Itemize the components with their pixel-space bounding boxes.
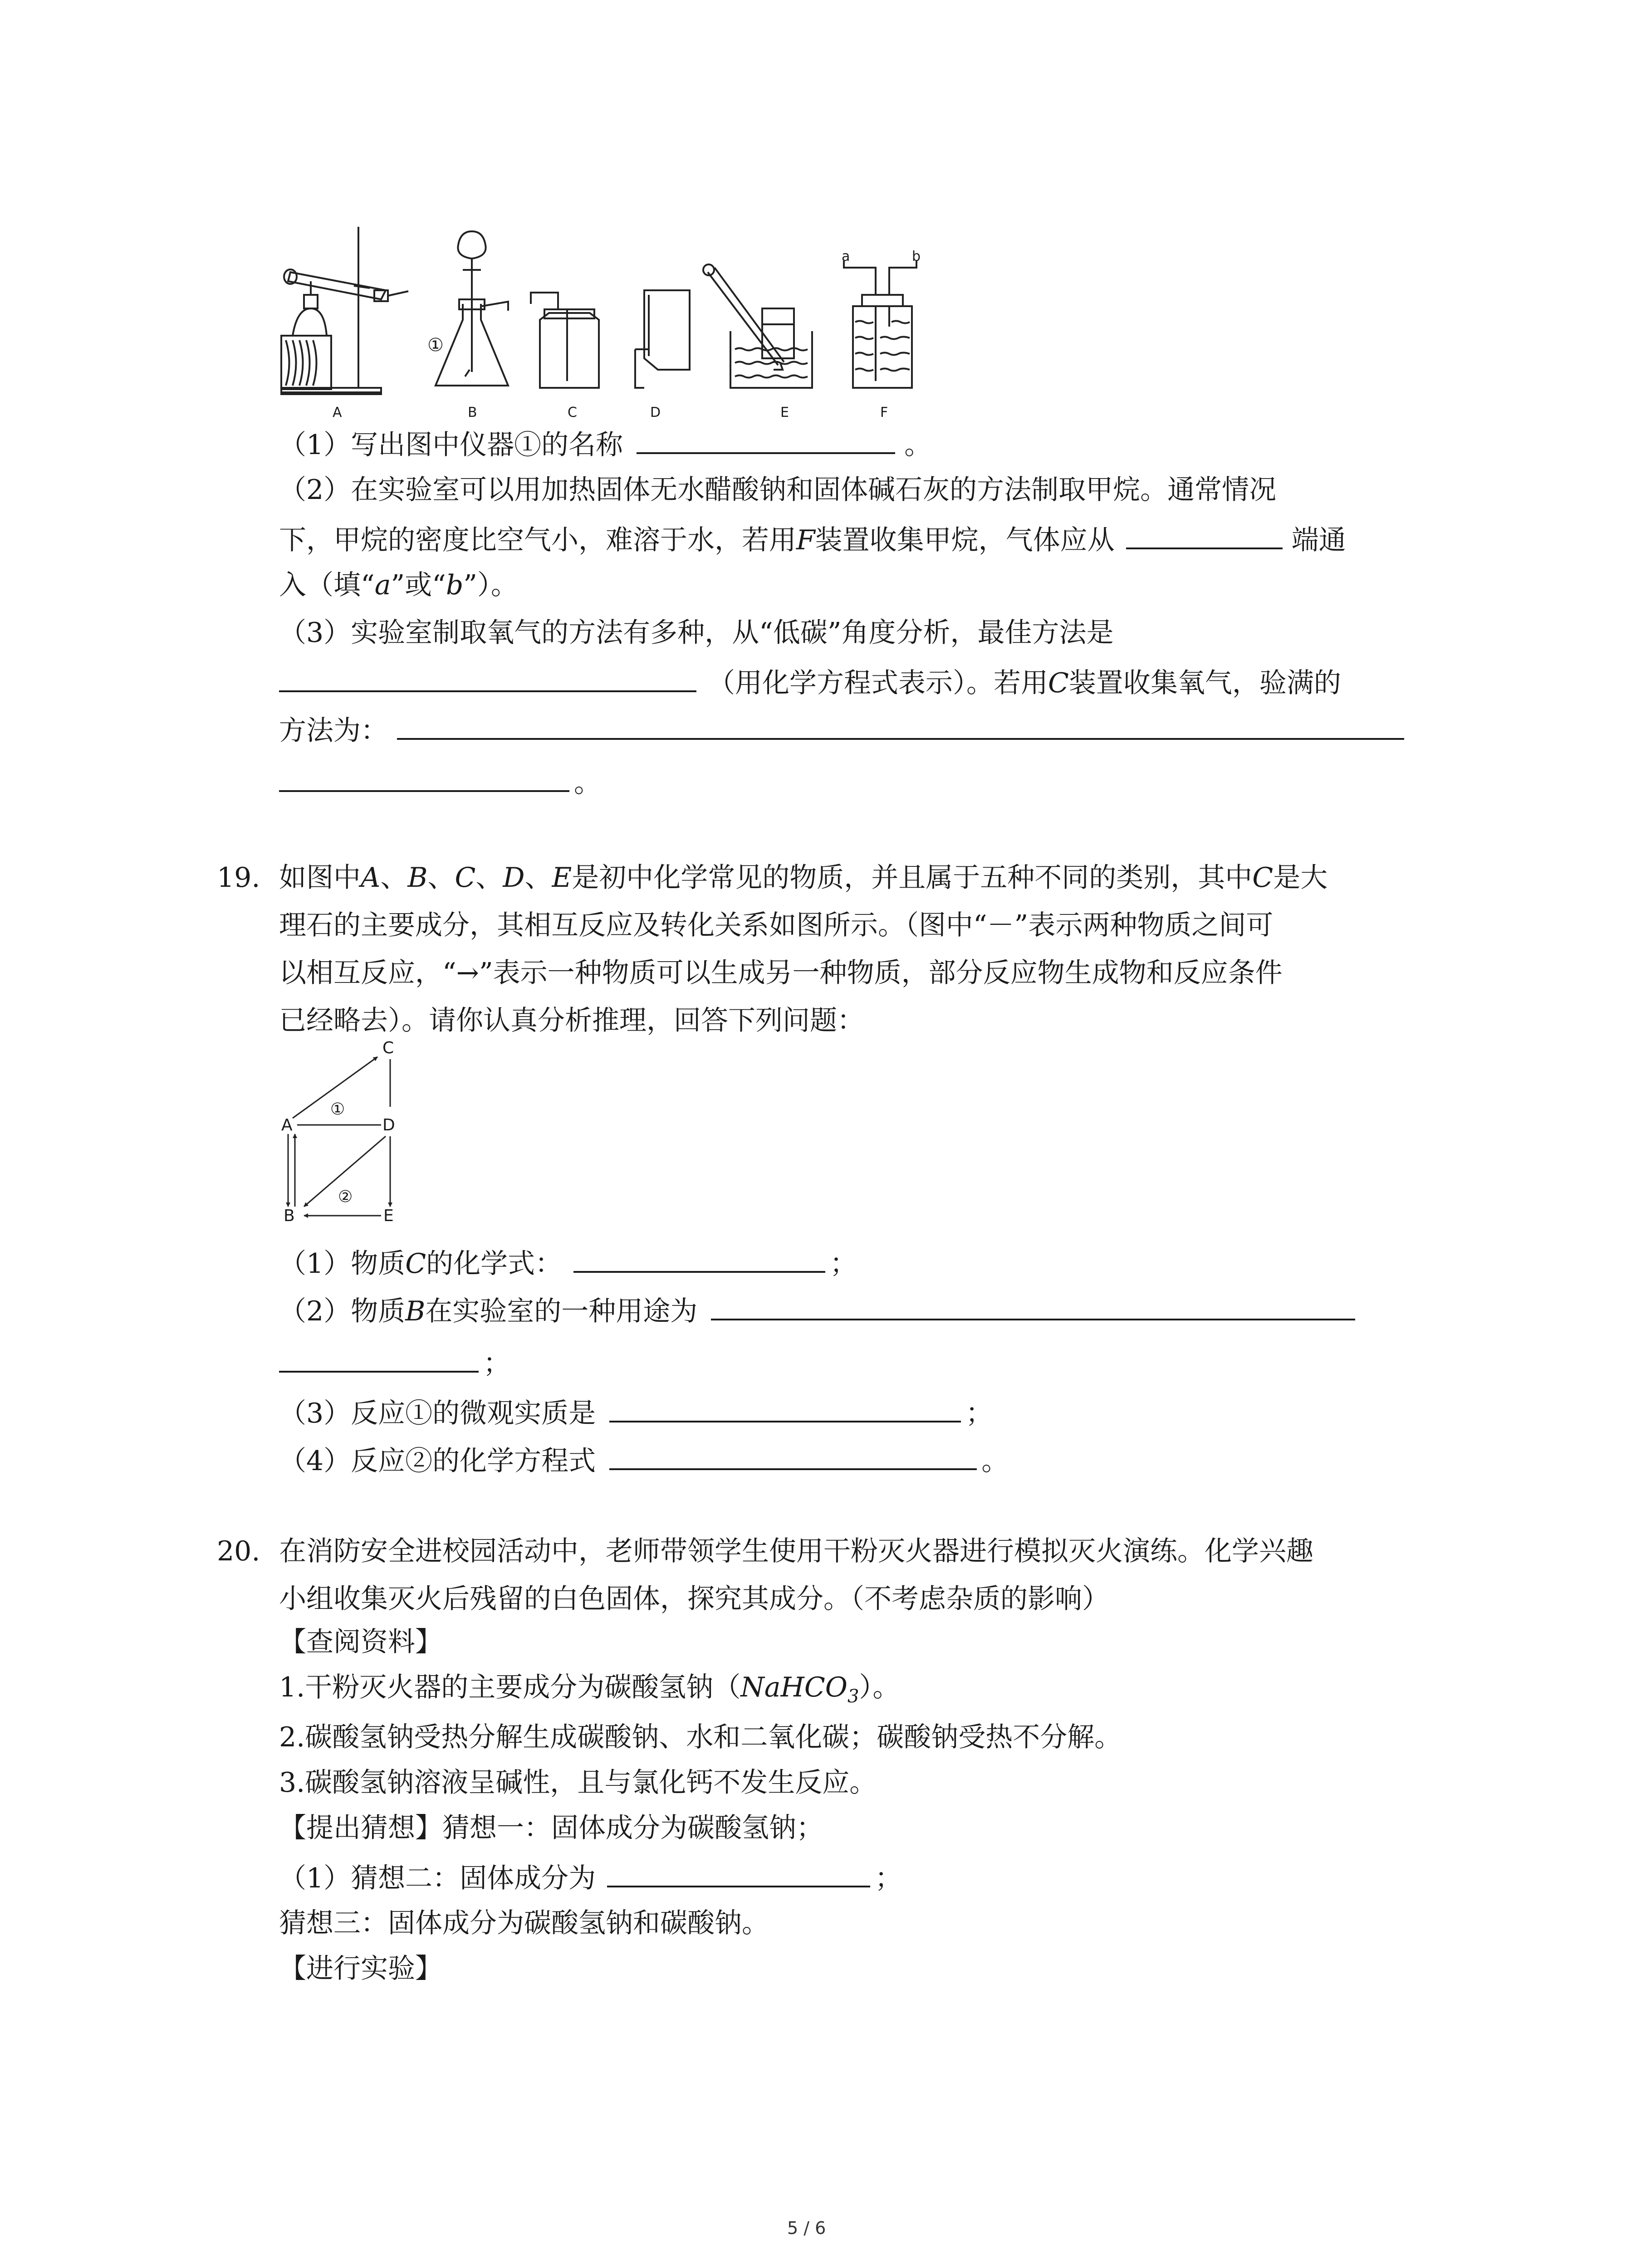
label-port-b: b xyxy=(912,249,921,264)
q18-part-3-line-2: （用化学方程式表示）。若用C装置收集氧气，验满的 xyxy=(279,662,1341,701)
q18-part-3-line-4: 。 xyxy=(279,762,601,801)
node-e: E xyxy=(383,1207,394,1225)
label-apparatus-d: D xyxy=(650,405,661,420)
label-apparatus-b: B xyxy=(468,405,477,420)
q18-part-2-line-2: 下，甲烷的密度比空气小，难溶于水，若用F装置收集甲烷，气体应从 端通 xyxy=(279,519,1346,558)
q20-hypothesis-2: （1）猜想二：固体成分为 ； xyxy=(279,1857,902,1897)
label-marker-1: ① xyxy=(427,335,444,356)
node-b: B xyxy=(284,1207,295,1225)
answer-blank[interactable] xyxy=(397,710,1404,740)
q20-material-2: 2.碳酸氢钠受热分解生成碳酸钠、水和二氧化碳；碳酸钠受热不分解。 xyxy=(279,1721,1122,1753)
answer-blank[interactable] xyxy=(279,662,696,692)
q20-heading-experiment: 【进行实验】 xyxy=(279,1953,442,1984)
page-number: 5 / 6 xyxy=(787,2218,826,2238)
apparatus-figure xyxy=(272,213,953,426)
q20-material-1: 1.干粉灭火器的主要成分为碳酸氢钠（NaHCO$_3$）。 xyxy=(279,1672,900,1707)
label-apparatus-f: F xyxy=(880,405,888,420)
apparatus-f xyxy=(844,261,916,388)
label-apparatus-a: A xyxy=(333,405,342,420)
q20-heading-hypothesis: 【提出猜想】猜想一：固体成分为碳酸氢钠； xyxy=(279,1812,823,1844)
answer-blank[interactable] xyxy=(1126,519,1283,549)
answer-blank[interactable] xyxy=(573,1243,825,1273)
answer-blank[interactable] xyxy=(279,762,569,792)
apparatus-c xyxy=(531,293,599,388)
answer-blank[interactable] xyxy=(637,424,895,454)
q18-part-2-line-3: 入（填“a”或“b”）。 xyxy=(279,569,518,601)
q19-stem-line-3: 以相互反应，“→”表示一种物质可以生成另一种物质，部分反应物生成物和反应条件 xyxy=(279,957,1283,989)
q20-material-3: 3.碳酸氢钠溶液呈碱性，且与氯化钙不发生反应。 xyxy=(279,1767,877,1799)
label-apparatus-c: C xyxy=(568,405,577,420)
q20-stem-line-1: 在消防安全进校园活动中，老师带领学生使用干粉灭火器进行模拟灭火演练。化学兴趣 xyxy=(279,1535,1313,1567)
answer-blank[interactable] xyxy=(609,1440,977,1470)
q20-number: 20. xyxy=(217,1535,260,1567)
q19-part-4: （4）反应②的化学方程式 。 xyxy=(279,1440,1009,1479)
q18-part-2-line-1: （2）在实验室可以用加热固体无水醋酸钠和固体碱石灰的方法制取甲烷。通常情况 xyxy=(279,474,1277,506)
label-apparatus-e: E xyxy=(780,405,789,420)
answer-blank[interactable] xyxy=(607,1857,870,1887)
q19-stem-line-4: 已经略去）。请你认真分析推理，回答下列问题： xyxy=(279,1005,864,1036)
answer-blank[interactable] xyxy=(609,1393,961,1422)
answer-blank[interactable] xyxy=(279,1343,479,1373)
apparatus-a xyxy=(281,227,408,394)
node-c: C xyxy=(382,1039,394,1057)
marker-reaction-1: ① xyxy=(330,1100,345,1119)
answer-blank[interactable] xyxy=(711,1290,1355,1320)
apparatus-e xyxy=(703,264,812,388)
q19-number: 19. xyxy=(217,862,260,894)
apparatus-d xyxy=(635,290,690,388)
q18-part-3-line-1: （3）实验室制取氧气的方法有多种，从“低碳”角度分析，最佳方法是 xyxy=(279,617,1114,649)
marker-reaction-2: ② xyxy=(338,1188,353,1206)
q19-part-2: （2）物质B在实验室的一种用途为 xyxy=(279,1290,1355,1330)
node-d: D xyxy=(382,1116,395,1134)
q18-part-1: （1）写出图中仪器①的名称 。 xyxy=(279,424,931,463)
q20-heading-materials: 【查阅资料】 xyxy=(279,1626,442,1658)
q19-stem-line-1: 如图中A、B、C、D、E是初中化学常见的物质，并且属于五种不同的类别，其中C是大 xyxy=(279,862,1328,894)
q18-part-3-line-3: 方法为： xyxy=(279,710,1404,749)
q19-stem-line-2: 理石的主要成分，其相互反应及转化关系如图所示。（图中“－”表示两种物质之间可 xyxy=(279,909,1274,941)
q20-hypothesis-3: 猜想三：固体成分为碳酸氢钠和碳酸钠。 xyxy=(279,1907,769,1939)
q19-part-1: （1）物质C的化学式： ； xyxy=(279,1243,857,1282)
q19-part-3: （3）反应①的微观实质是 ； xyxy=(279,1393,993,1432)
q19-part-2-continued: ； xyxy=(279,1343,510,1382)
apparatus-b xyxy=(436,231,508,386)
q20-stem-line-2: 小组收集灭火后残留的白色固体，探究其成分。（不考虑杂质的影响） xyxy=(279,1583,1109,1615)
node-a: A xyxy=(281,1116,293,1134)
label-port-a: a xyxy=(842,249,850,264)
